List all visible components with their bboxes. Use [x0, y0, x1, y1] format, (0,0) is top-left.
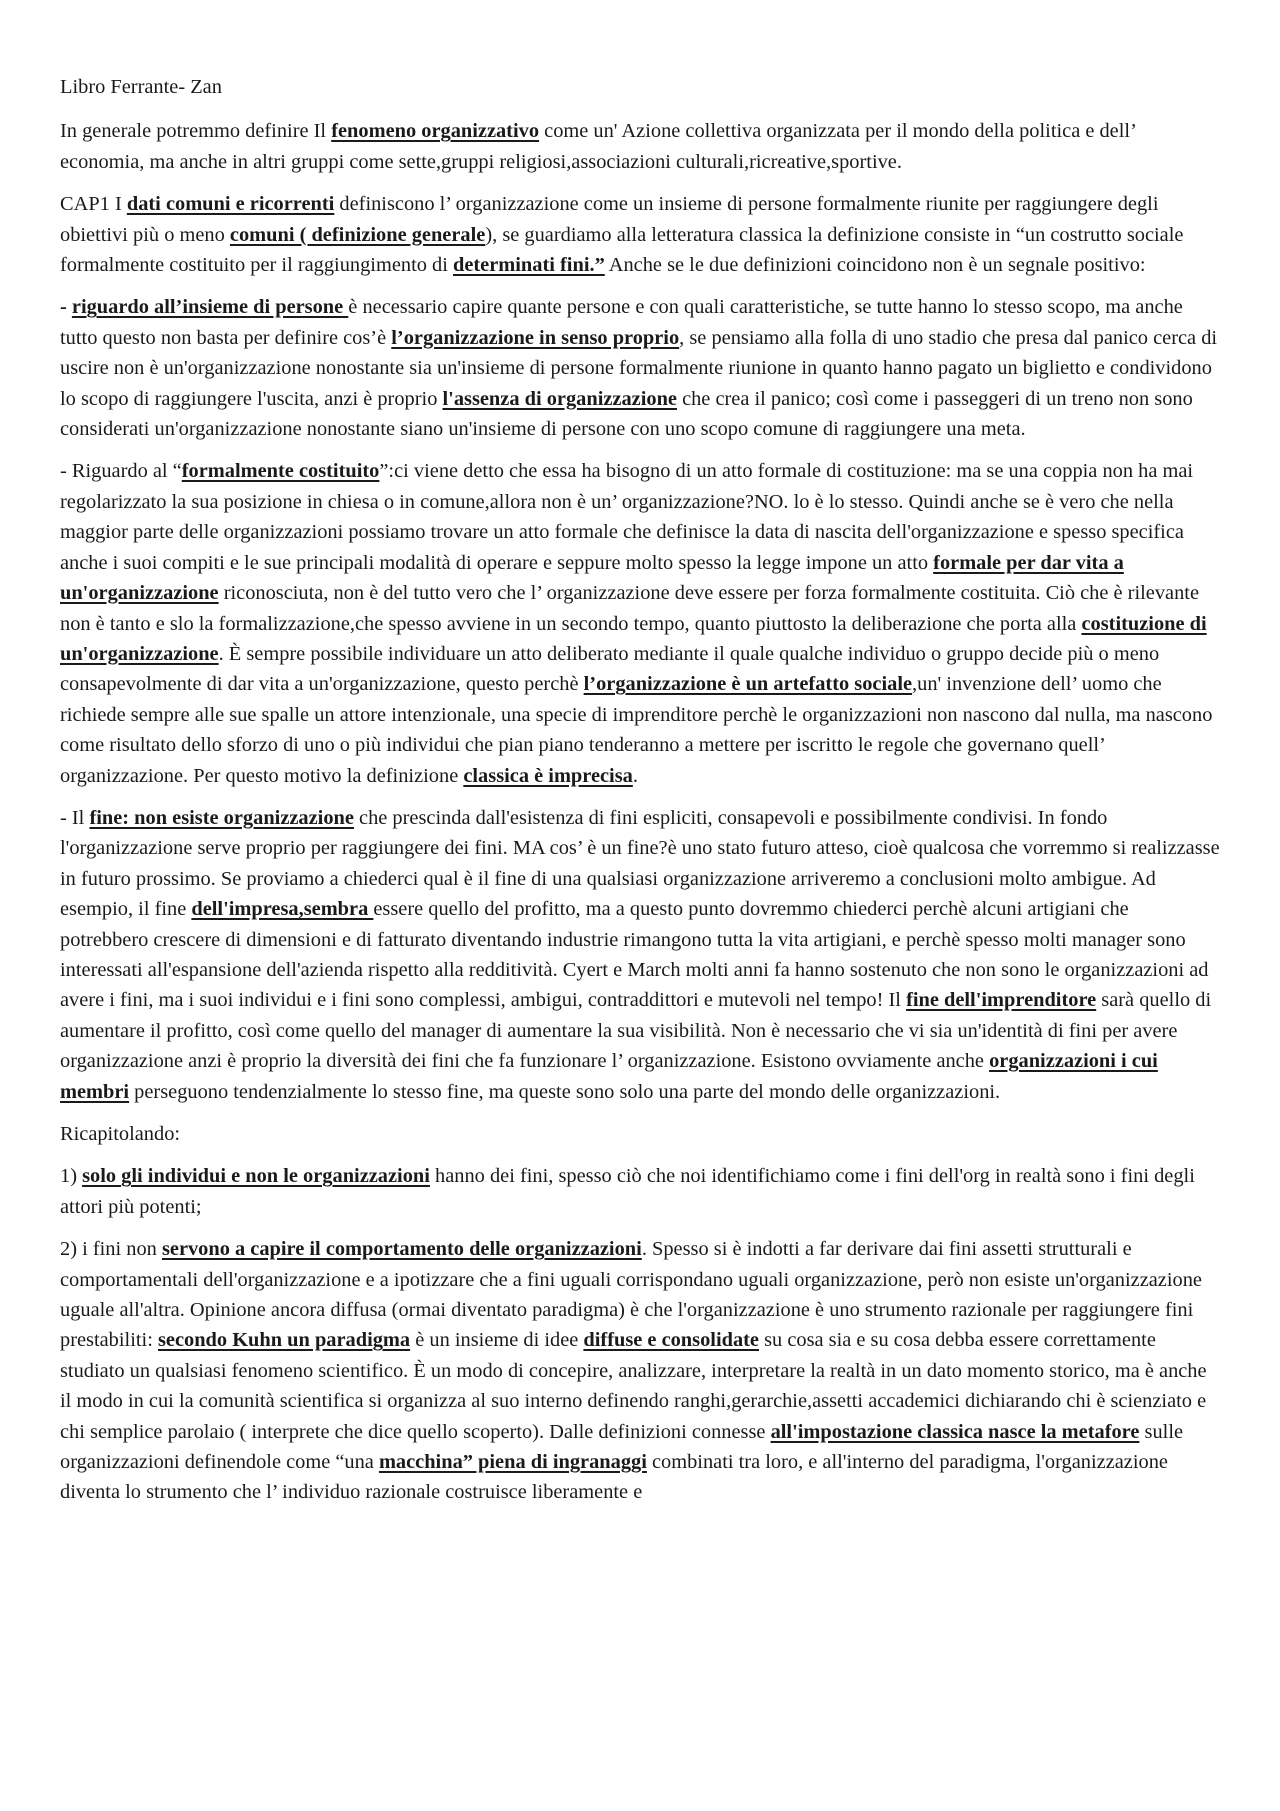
text-run: hanno dei fini, spesso ciò che noi identifichiamo come i fini dell'org in realtà sono i fini degli attori più potenti;: [60, 1165, 1195, 1218]
text-run: Ricapitolando:: [60, 1123, 181, 1145]
text-run: . Spesso si è indotti a far derivare dai fini assetti strutturali e comportamentali dell'organizzazione e a ipotizzare che a fini uguali corrispondano uguali organizzazione, però non esiste un'organizzazione uguale all'altra. Opinione ancora diffusa (ormai diventato paradigma) è che l'organizzazione è uno strumento razionale per raggiungere fini prestabiliti:: [60, 1238, 1202, 1352]
document-title: Libro Ferrante- Zan: [60, 76, 222, 98]
text-run: come un' Azione collettiva organizzata per il mondo della politica e dell’ economia, ma anche in altri gruppi come sette,gruppi religiosi,associazioni culturali,ricreative,sportive.: [60, 120, 1136, 173]
text-run: ), se guardiamo alla letteratura classica la definizione consiste in “un costrutto sociale formalmente costituito per il raggiungimento di: [60, 223, 1184, 277]
text-run: sulle organizzazioni definendole come “una: [60, 1420, 1184, 1474]
paragraph: [60, 292, 1220, 444]
text-run: definiscono l’ organizzazione come un insieme di persone formalmente riunite per raggiungere degli obiettivi più o meno: [60, 193, 1159, 246]
text-run: riconosciuta, non è del tutto vero che l’ organizzazione deve essere per forza formalmente costituita. Ciò che è rilevante non è tanto e slo la formalizzazione,che spesso avviene in un secondo tempo, quanto piuttosto la deliberazione che porta alla: [60, 582, 1200, 635]
text-run: CAP1 I: [60, 193, 127, 216]
text-run: combinati tra loro, e all'interno del paradigma, l'organizzazione diventa lo strumento che l’ individuo razionale costruisce liberamente e: [60, 1451, 1168, 1504]
text-run: - Riguardo al “: [60, 460, 182, 483]
document-body: [60, 116, 1220, 1507]
paragraph: [60, 1161, 1220, 1222]
text-run: su cosa sia e su cosa debba essere correttamente studiato un qualsiasi fenomeno scientifico. È un modo di concepire, analizzare, interpretare la realtà in un dato momento storico, ma è anche il modo in cui la comunità scientifica si organizza al suo interno definendo ranghi,gerarchie,assetti accademici dichiarando chi è scienziato e chi semplice parolaio ( interprete che dice quello scoperto). Dalle definizioni connesse: [60, 1329, 1207, 1443]
underlined-term: organizzazioni i cui membri: [60, 1050, 1158, 1103]
underlined-term: solo gli individui e non le organizzazioni: [82, 1165, 430, 1188]
underlined-term: secondo Kuhn un paradigma: [157, 1329, 411, 1352]
paragraph: [60, 1234, 1220, 1508]
text-run: è necessario capire quante persone e con quali caratteristiche, se tutte hanno lo stesso scopo, ma anche tutto questo non basta per definire cos’è: [60, 296, 1183, 349]
paragraph: [60, 803, 1220, 1107]
text-run: .: [632, 764, 638, 787]
paragraph: [60, 1119, 1220, 1149]
underlined-term: l'assenza di organizzazione: [442, 387, 677, 410]
underlined-term: all'impostazione classica nasce la metafore: [770, 1420, 1140, 1443]
underlined-term: formale per dar vita a un'organizzazione: [60, 551, 1124, 605]
text-run: , se pensiamo alla folla di uno stadio che presa dal panico cerca di uscire non è un'organizzazione nonostante sia un'insieme di persone formalmente riunione in quanto hanno pagato un biglietto e condividono lo scopo di raggiungere l'uscita, anzi è proprio: [60, 326, 1218, 410]
underlined-term: l’organizzazione è un artefatto sociale: [583, 673, 913, 696]
paragraph: [60, 116, 1220, 177]
text-run: ,un' invenzione dell’ uomo che richiede sempre alle sue spalle un attore intenzionale, una specie di imprenditore perchè le organizzazioni non nascono dal nulla, ma nascono come risultato dello sforzo di uno o più individui che pian piano tenderanno a mettere per iscritto le regole che governano quell’ organizzazione. Per questo motivo la definizione: [60, 673, 1213, 787]
underlined-term: riguardo all’insieme di persone: [71, 296, 349, 319]
underlined-term: servono a capire il comportamento delle organizzazioni: [161, 1238, 642, 1261]
text-run: 2) i fini non: [60, 1238, 162, 1261]
text-run: che crea il panico; così come i passeggeri di un treno non sono considerati un'organizzazione nonostante siano un'insieme di persone con uno scopo comune di raggiungere una meta.: [60, 387, 1193, 441]
text-run: In generale potremmo definire Il: [60, 120, 332, 143]
underlined-term: fenomeno organizzativo: [331, 120, 540, 143]
text-run: . È sempre possibile individuare un atto deliberato mediante il quale qualche individuo o gruppo decide più o meno consapevolmente di dar vita a un'organizzazione, questo perchè: [60, 642, 1160, 696]
paragraph: [60, 189, 1220, 280]
underlined-term: comuni ( definizione generale: [229, 223, 486, 246]
text-run: perseguono tendenzialmente lo stesso fine, ma queste sono solo una parte del mondo delle organizzazioni.: [129, 1080, 1001, 1103]
underlined-term: dell'impresa,sembra: [191, 898, 374, 921]
underlined-term: fine: non esiste organizzazione: [89, 806, 354, 829]
underlined-term: determinati fini.”: [453, 254, 605, 277]
text-run: - Il: [60, 806, 90, 829]
underlined-term: classica è imprecisa: [463, 764, 633, 787]
text-run: essere quello del profitto, ma a questo punto dovremmo chiederci perchè alcuni artigiani che potrebbero crescere di dimensioni e di fatturato diventando industrie rimangono tutta la vita artigiani, e perchè spesso molti manager sono interessati all'espansione dell'azienda rispetto alla redditività. Cyert e March molti anni fa hanno sostenuto che non sono le organizzazioni ad avere i fini, ma i suoi individui e i fini sono complessi, ambigui, contraddittori e mutevoli nel tempo! Il: [60, 898, 1209, 1012]
underlined-term: formalmente costituito: [181, 460, 380, 483]
underlined-term: dati comuni e ricorrenti: [126, 193, 335, 216]
text-run: è un insieme di idee: [410, 1329, 584, 1352]
text-run: ”:ci viene detto che essa ha bisogno di un atto formale di costituzione: ma se una coppia non ha mai regolarizzato la sua posizione in chiesa o in comune,allora non è un’ organizzazione?NO. lo è lo stesso. Quindi anche se è vero che nella maggior parte delle organizzazioni possiamo trovare un atto formale che definisce la data di nascita dell'organizzazione e spesso specifica anche i suoi compiti e le sue principali modalità di operare e seppure molto spesso la legge impone un atto: [60, 460, 1194, 574]
underlined-term: diffuse e consolidate: [583, 1329, 759, 1352]
underlined-term: fine dell'imprenditore: [906, 989, 1097, 1012]
underlined-term: costituzione di un'organizzazione: [60, 612, 1207, 665]
underlined-term: macchina” piena di ingranaggi: [378, 1451, 647, 1474]
text-run: che prescinda dall'esistenza di fini espliciti, consapevoli e possibilmente condivisi. In fondo l'organizzazione serve proprio per raggiungere dei fini. MA cos’ è un fine?è uno stato futuro atteso, cioè qualcosa che vorremmo si realizzasse in futuro prossimo. Se proviamo a chiederci qual è il fine di una qualsiasi organizzazione arriveremo a conclusioni molto ambigue. Ad esempio, il fine: [60, 806, 1220, 921]
underlined-term: l’organizzazione in senso proprio: [391, 326, 680, 349]
text-run: 1): [60, 1165, 83, 1188]
text-run: sarà quello di aumentare il profitto, così come quello del manager di aumentare la sua visibilità. Non è necessario che vi sia un'identità di fini per avere organizzazione anzi è proprio la diversità dei fini che fa funzionare l’ organizzazione. Esistono ovviamente anche: [60, 989, 1212, 1073]
text-run: Anche se le due definizioni coincidono non è un segnale positivo:: [604, 254, 1146, 277]
paragraph: [60, 456, 1220, 790]
bold-text: -: [60, 296, 72, 319]
